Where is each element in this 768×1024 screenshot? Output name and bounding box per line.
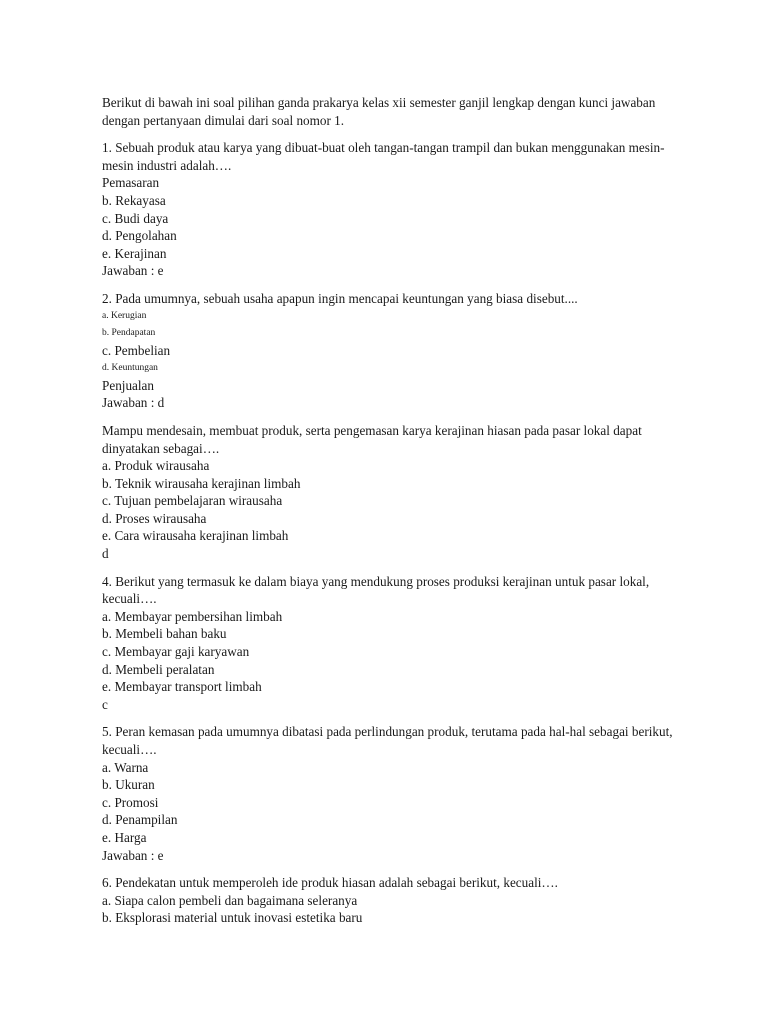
option: b. Pendapatan [102, 327, 156, 338]
option: a. Produk wirausaha [102, 458, 210, 474]
option: a. Siapa calon pembeli dan bagaimana seleranya [102, 892, 358, 908]
option: c. Tujuan pembelajaran wirausaha [102, 493, 283, 509]
question-text: 1. Sebuah produk atau karya yang dibuat-buat oleh tangan-tangan trampil dan bukan menggunakan mesin-mesin industri adalah…. [102, 140, 665, 173]
option: e. Membayar transport limbah [102, 679, 262, 695]
question-block-4 [102, 573, 682, 714]
question-block-1 [102, 139, 682, 280]
question-text: 6. Pendekatan untuk memperoleh ide produk hiasan adalah sebagai berikut, kecuali…. [102, 875, 558, 891]
option: e. Cara wirausaha kerajinan limbah [102, 528, 289, 544]
option: d. Proses wirausaha [102, 510, 207, 526]
option: a. Kerugian [102, 310, 147, 321]
question-text: 2. Pada umumnya, sebuah usaha apapun ingin mencapai keuntungan yang biasa disebut.... [102, 290, 578, 306]
question-block-3 [102, 422, 682, 563]
option: d. Pengolahan [102, 228, 177, 244]
option: c. Budi daya [102, 210, 169, 226]
option: b. Ukuran [102, 777, 155, 793]
answer-key: c [102, 696, 108, 712]
question-block-2 [102, 290, 682, 412]
option: b. Membeli bahan baku [102, 626, 227, 642]
answer-key: Jawaban : e [102, 847, 164, 863]
option: c. Promosi [102, 794, 159, 810]
option: Penjualan [102, 377, 155, 393]
option: b. Rekayasa [102, 192, 166, 208]
answer-key: d [102, 546, 109, 562]
question-block-6 [102, 874, 682, 927]
option: a. Membayar pembersihan limbah [102, 608, 283, 624]
question-text: Mampu mendesain, membuat produk, serta pengemasan karya kerajinan hiasan pada pasar lokal dapat dinyatakan sebagai…. [102, 422, 642, 456]
question-text: 5. Peran kemasan pada umumnya dibatasi pada perlindungan produk, terutama pada hal-hal sebagai berikut, kecuali…. [102, 724, 673, 758]
option: b. Eksplorasi material untuk inovasi estetika baru [102, 910, 363, 926]
answer-key: Jawaban : e [102, 263, 164, 279]
option: d. Keuntungan [102, 362, 158, 373]
question-block-5 [102, 723, 682, 864]
option: c. Membayar gaji karyawan [102, 644, 250, 660]
question-text: 4. Berikut yang termasuk ke dalam biaya yang mendukung proses produksi kerajinan untuk pasar lokal, kecuali…. [102, 573, 650, 607]
option: c. Pembelian [102, 342, 171, 358]
option: a. Warna [102, 759, 149, 775]
intro-paragraph: Berikut di bawah ini soal pilihan ganda prakarya kelas xii semester ganjil lengkap dengan kunci jawaban dengan pertanyaan dimulai dari soal nomor 1. [102, 95, 656, 128]
option: Pemasaran [102, 175, 160, 191]
option: d. Penampilan [102, 812, 178, 828]
answer-key: Jawaban : d [102, 395, 165, 411]
option: e. Kerajinan [102, 245, 167, 261]
option: d. Membeli peralatan [102, 661, 215, 677]
option: b. Teknik wirausaha kerajinan limbah [102, 475, 301, 491]
document-page [102, 94, 682, 927]
option: e. Harga [102, 829, 147, 845]
